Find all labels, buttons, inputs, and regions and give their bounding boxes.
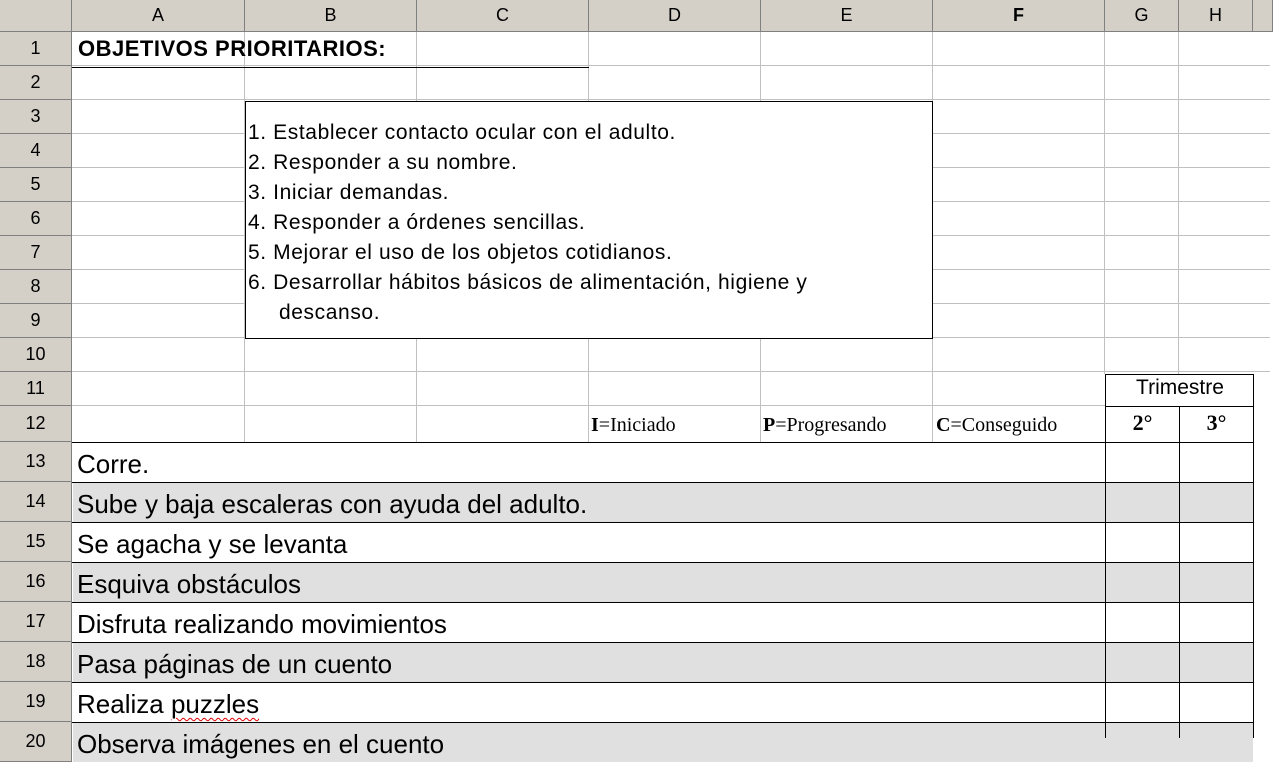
- row-header-19[interactable]: 19: [0, 682, 72, 722]
- legend-iniciado: [591, 414, 676, 437]
- objective-item: 6. Desarrollar hábitos básicos de alimentación, higiene y: [248, 271, 808, 294]
- skill-item[interactable]: Disfruta realizando movimientos: [77, 609, 447, 639]
- objective-item-continuation: descanso.: [279, 301, 381, 324]
- gridline: [72, 65, 1270, 66]
- legend-key: C: [936, 414, 951, 436]
- row-header-8[interactable]: 8: [0, 270, 72, 304]
- objective-item: 1. Establecer contacto ocular con el adulto.: [248, 121, 676, 144]
- skill-item[interactable]: [77, 689, 259, 720]
- border-line: [72, 722, 1254, 723]
- row-header-5[interactable]: 5: [0, 168, 72, 202]
- column-header-h[interactable]: H: [1179, 0, 1253, 32]
- skill-item[interactable]: Esquiva obstáculos: [77, 569, 302, 599]
- legend-text: =Conseguido: [950, 414, 1058, 436]
- trimestre-third: 3°: [1206, 410, 1227, 435]
- border-line: [1253, 374, 1254, 738]
- trimestre-second: 2°: [1132, 410, 1153, 435]
- row-header-13[interactable]: 13: [0, 442, 72, 482]
- border-line: [72, 642, 1254, 643]
- gridline: [72, 371, 1270, 372]
- row-header-10[interactable]: 10: [0, 338, 72, 372]
- objectives-textbox[interactable]: [245, 101, 933, 339]
- column-header-b[interactable]: B: [245, 0, 417, 32]
- column-header-g[interactable]: G: [1105, 0, 1179, 32]
- legend-conseguido: [936, 414, 1057, 437]
- row-header-9[interactable]: 9: [0, 304, 72, 338]
- skill-item-text: Realiza: [77, 689, 171, 719]
- row-header-18[interactable]: 18: [0, 642, 72, 682]
- gridline: [1178, 32, 1179, 374]
- row-header-1[interactable]: 1: [0, 32, 72, 66]
- trimestre-header: Trimestre: [1136, 376, 1224, 399]
- row-header-12[interactable]: 12: [0, 406, 72, 442]
- objective-item: 2. Responder a su nombre.: [248, 151, 518, 174]
- skill-item[interactable]: Pasa páginas de un cuento: [77, 649, 393, 679]
- row-header-20[interactable]: 20: [0, 722, 72, 762]
- row-header-16[interactable]: 16: [0, 562, 72, 602]
- objective-item: 4. Responder a órdenes sencillas.: [248, 211, 586, 234]
- border-line: [1105, 374, 1253, 375]
- legend-text: =Iniciado: [598, 414, 676, 436]
- column-header-c[interactable]: C: [417, 0, 589, 32]
- skill-item[interactable]: Se agacha y se levanta: [77, 529, 348, 559]
- column-header-f[interactable]: F: [933, 0, 1105, 32]
- objectives-title: OBJETIVOS PRIORITARIOS:: [78, 36, 387, 61]
- border-line: [72, 562, 1254, 563]
- row-header-7[interactable]: 7: [0, 236, 72, 270]
- row-header-14[interactable]: 14: [0, 482, 72, 522]
- border-line: [72, 522, 1254, 523]
- row-header-15[interactable]: 15: [0, 522, 72, 562]
- row-header-3[interactable]: 3: [0, 100, 72, 134]
- border-line: [1179, 406, 1180, 738]
- objective-item: 3. Iniciar demandas.: [248, 181, 450, 204]
- border-line: [72, 682, 1254, 683]
- legend-progresando: [763, 414, 886, 437]
- column-header-i[interactable]: [1253, 0, 1273, 32]
- border-line: [72, 602, 1254, 603]
- legend-key: P: [763, 414, 776, 436]
- skill-item[interactable]: Corre.: [77, 449, 150, 479]
- row-header-6[interactable]: 6: [0, 202, 72, 236]
- objective-item: 5. Mejorar el uso de los objetos cotidianos.: [248, 241, 673, 264]
- column-header-e[interactable]: E: [761, 0, 933, 32]
- gridline: [72, 99, 1270, 100]
- spelling-error-word[interactable]: puzzles: [170, 689, 260, 719]
- row-header-4[interactable]: 4: [0, 134, 72, 168]
- border-line: [72, 482, 1254, 483]
- column-header-d[interactable]: D: [589, 0, 761, 32]
- row-header-11[interactable]: 11: [0, 372, 72, 406]
- legend-key: I: [591, 414, 599, 436]
- select-all-corner[interactable]: [0, 0, 72, 32]
- title-underline: [72, 67, 589, 68]
- border-line: [72, 442, 1254, 443]
- legend-text: =Progresando: [775, 414, 887, 436]
- row-header-2[interactable]: 2: [0, 66, 72, 100]
- column-header-a[interactable]: A: [72, 0, 245, 32]
- gridline: [1104, 32, 1105, 374]
- skill-item[interactable]: Sube y baja escaleras con ayuda del adulto.: [77, 489, 588, 519]
- skill-item[interactable]: Observa imágenes en el cuento: [77, 729, 445, 759]
- row-header-17[interactable]: 17: [0, 602, 72, 642]
